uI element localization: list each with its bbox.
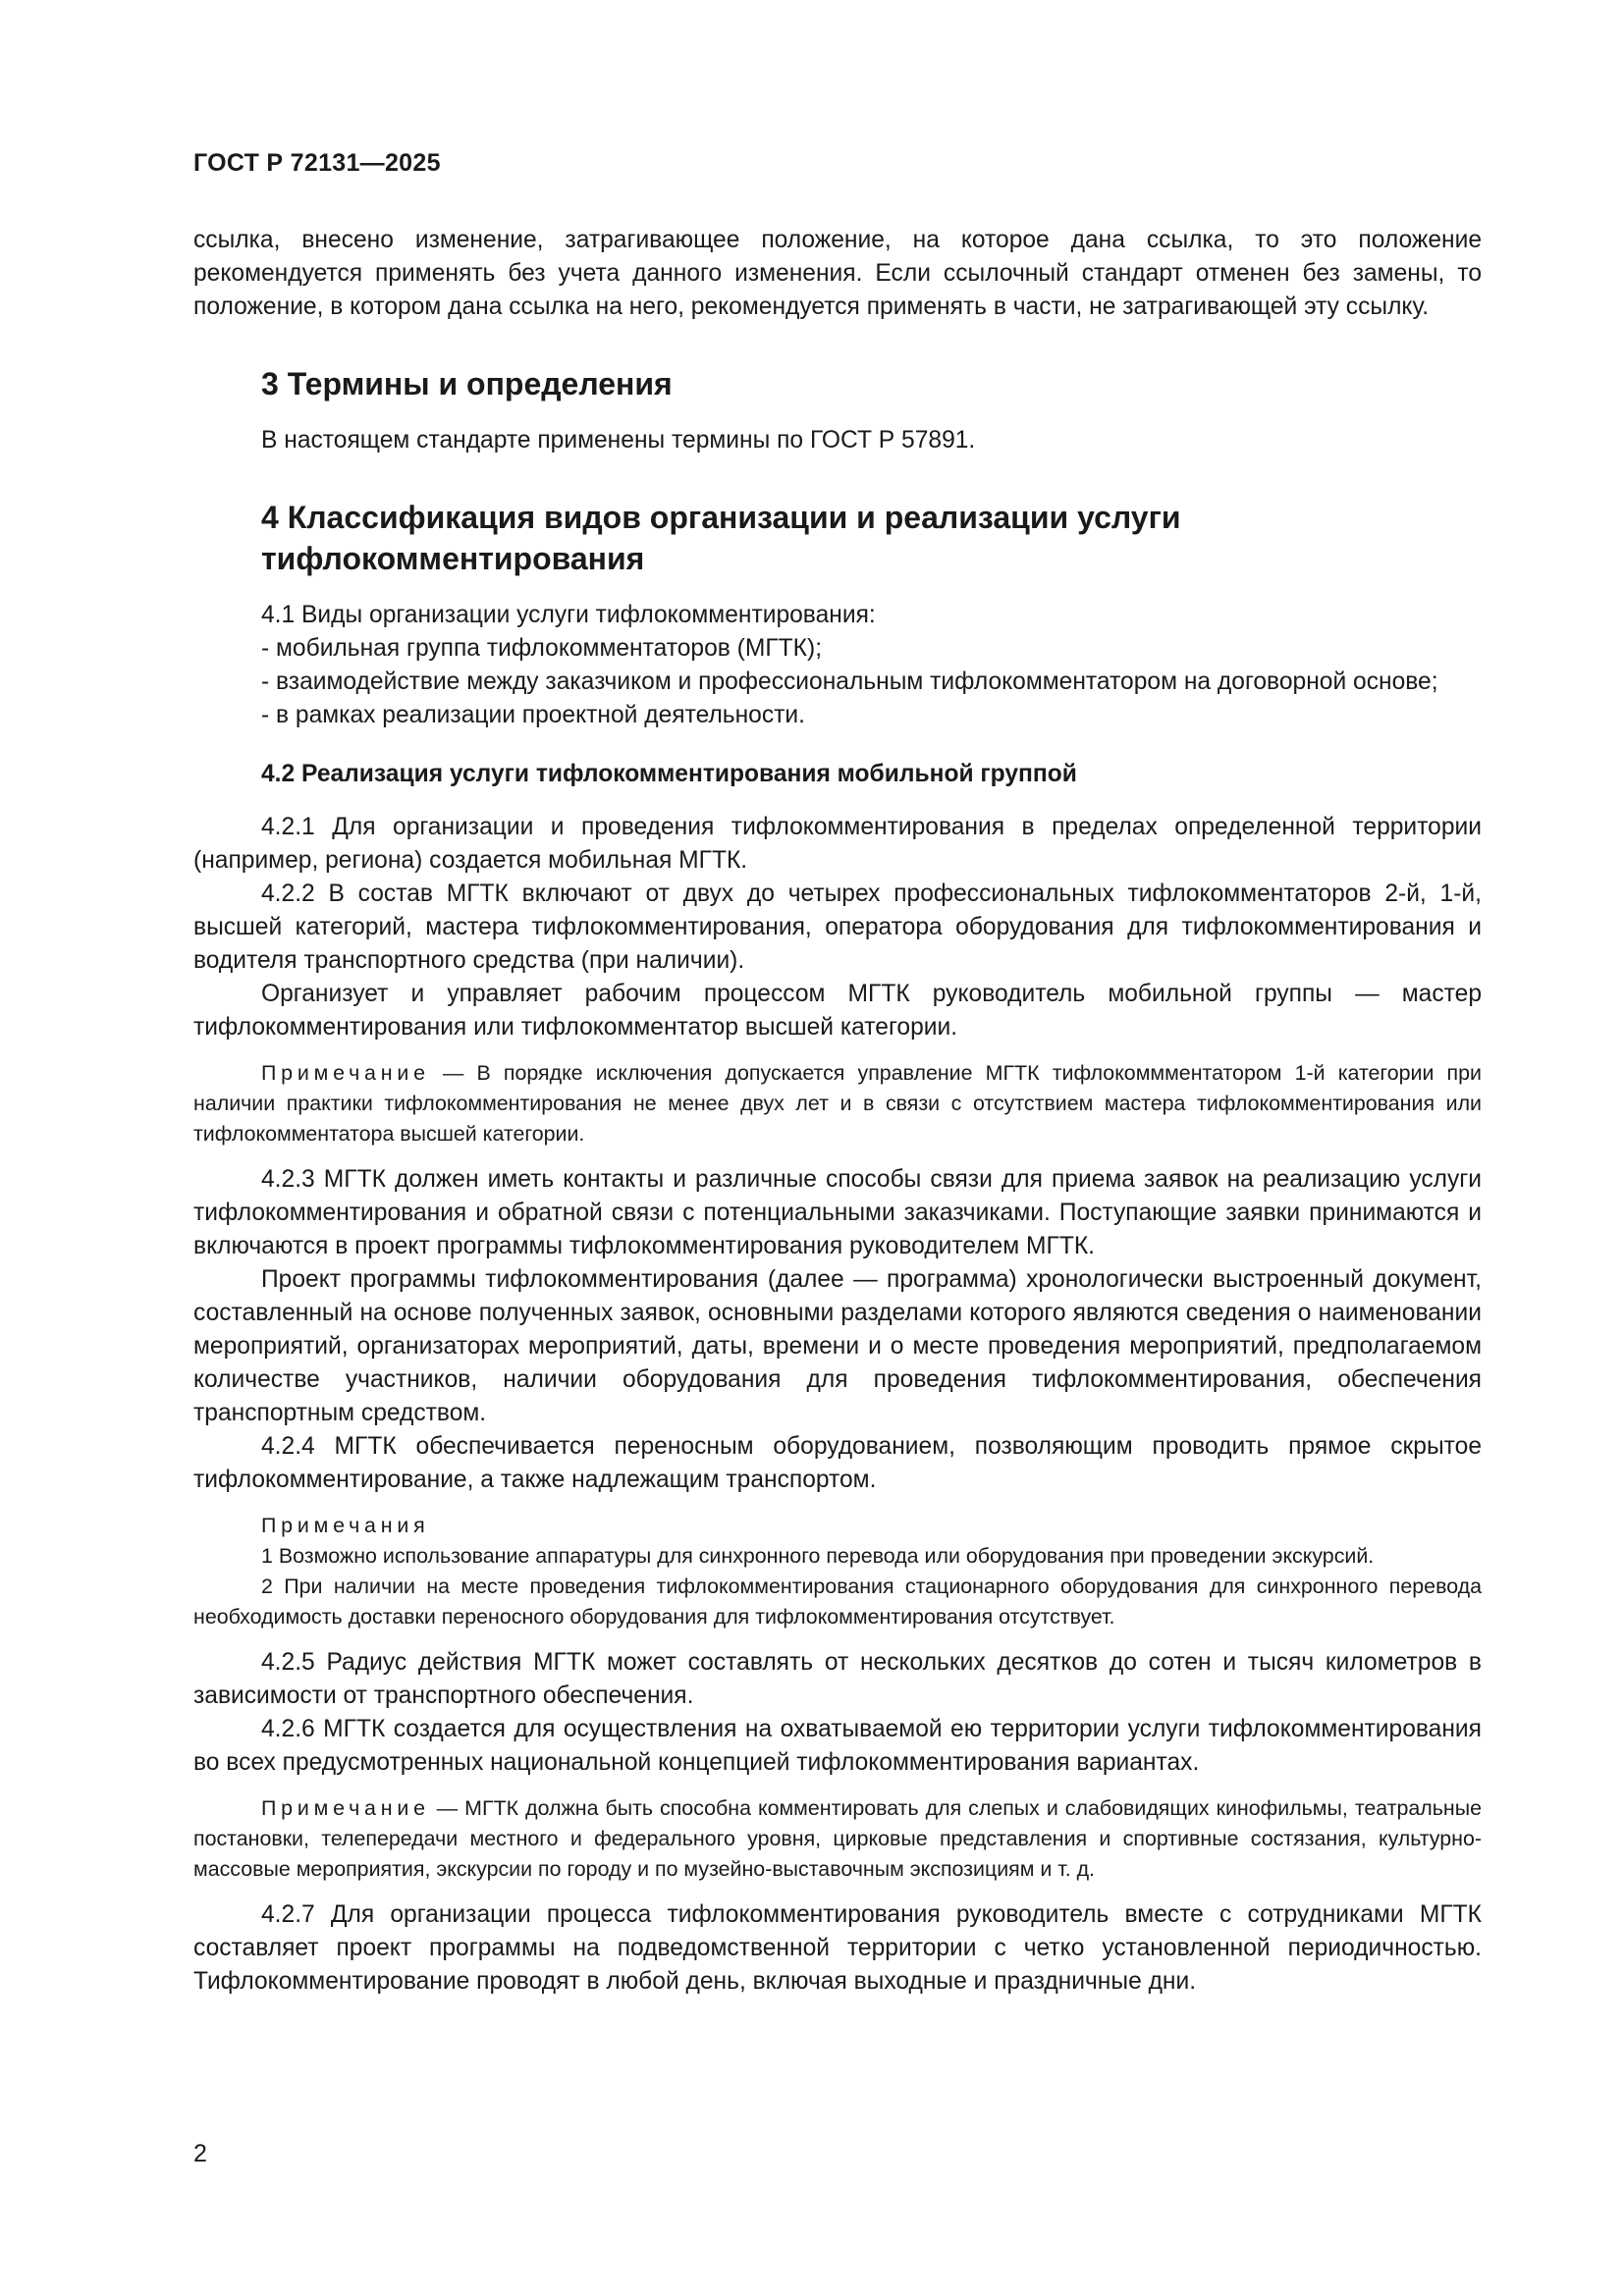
clause-4-2-3-continued: Проект программы тифлокомментирования (далее — программа) хронологически выстроенный документ, составленный на основе полученных заявок, основными разделами которого являются сведения о наименовании мероприятий, организаторах мероприятий, даты, времени и о месте проведения мероприятий, предполагаемом количестве участников, наличии оборудования для проведения тифлокомментирования, обеспечения транспортным средством. [193,1266,1482,1426]
intro-paragraph: ссылка, внесено изменение, затрагивающее положение, на которое дана ссылка, то это положение рекомендуется применять без учета данного изменения. Если ссылочный стандарт отменен без замены, то положение, в котором дана ссылка на него, рекомендуется применять в части, не затрагивающей эту ссылку. [193,227,1482,320]
section-4-title-line1: 4 Классификация видов организации и реализации услуги [261,500,1181,535]
page-number: 2 [193,2140,207,2167]
clause-4-2-4: 4.2.4 МГТК обеспечивается переносным оборудованием, позволяющим проводить прямое скрытое тифлокомментирование, а также надлежащим транспортом. [193,1433,1482,1493]
list-item: - взаимодействие между заказчиком и профессиональным тифлокомментатором на договорной основе; [261,668,1438,695]
clause-4-2-5: 4.2.5 Радиус действия МГТК может составлять от нескольких десятков до сотен и тысяч километров в зависимости от транспортного обеспечения. [193,1649,1482,1709]
section-4-title-line2: тифлокомментирования [261,541,645,576]
clause-4-2-6: 4.2.6 МГТК создается для осуществления на охватываемой ею территории услуги тифлокомментирования во всех предусмотренных национальной концепцией тифлокомментирования вариантах. [193,1716,1482,1776]
clause-4-2-3: 4.2.3 МГТК должен иметь контакты и различные способы связи для приема заявок на реализацию услуги тифлокомментирования и обратной связи с потенциальными заказчиками. Поступающие заявки принимаются и включаются в проект программы тифлокомментирования руководителем МГТК. [193,1166,1482,1259]
list-item: - мобильная группа тифлокомментаторов (МГТК); [261,635,823,662]
clause-4-2-1: 4.2.1 Для организации и проведения тифлокомментирования в пределах определенной территории (например, региона) создается мобильная МГТК. [193,814,1482,874]
note-1-text: — В порядке исключения допускается управление МГТК тифлокоммментатором 1-й категории при наличии практики тифлокомментирования не менее двух лет и в связи с отсутствием мастера тифлокомментирования или тифлокомментатора высшей категории. [193,1061,1482,1146]
note-3-label: Примечание [261,1796,430,1820]
clause-4-2-2: 4.2.2 В состав МГТК включают от двух до четырех профессиональных тифлокомментаторов 2-й, 1-й, высшей категорий, мастера тифлокомментирования, оператора оборудования для тифлокомментирования и водителя транспортного средства (при наличии). [193,881,1482,974]
note-1-label: Примечание [261,1061,430,1085]
subsection-4-2-title: 4.2 Реализация услуги тифлокомментирования мобильной группой [261,761,1077,787]
list-item: - в рамках реализации проектной деятельности. [261,702,805,728]
clause-4-2-2-continued: Организует и управляет рабочим процессом МГТК руководитель мобильной группы — мастер тифлокомментирования или тифлокомментатор высшей категории. [193,981,1482,1041]
document-body [193,224,1482,1999]
note-1 [193,1058,1482,1149]
clause-4-1: 4.1 Виды организации услуги тифлокомментирования: [261,602,876,628]
note-3 [193,1793,1482,1885]
section-3-title: 3 Термины и определения [261,366,673,401]
note-item: 2 При наличии на месте проведения тифлокомментирования стационарного оборудования для синхронного перевода необходимость доставки переносного оборудования для тифлокомментирования отсутствует. [193,1575,1482,1629]
section-4-title [193,497,1482,579]
note-3-text: — МГТК должна быть способна комментировать для слепых и слабовидящих кинофильмы, театральные постановки, телепередачи местного и федерального уровня, цирковые представления и спортивные состязания, культурно-массовые мероприятия, экскурсии по городу и по музейно-выставочным экспозициям и т. д. [193,1796,1482,1881]
note-item: 1 Возможно использование аппаратуры для синхронного перевода или оборудования при проведении экскурсий. [261,1544,1375,1568]
clause-4-2-7: 4.2.7 Для организации процесса тифлокомментирования руководитель вместе с сотрудниками МГТК составляет проект программы на подведомственной территории с четко установленной периодичностью. Тифлокомментирование проводят в любой день, включая выходные и праздничные дни. [193,1901,1482,1995]
notes-2-label: Примечания [261,1514,430,1537]
section-3-text: В настоящем стандарте применены термины по ГОСТ Р 57891. [261,427,976,454]
standard-code-header: ГОСТ Р 72131—2025 [193,149,441,177]
